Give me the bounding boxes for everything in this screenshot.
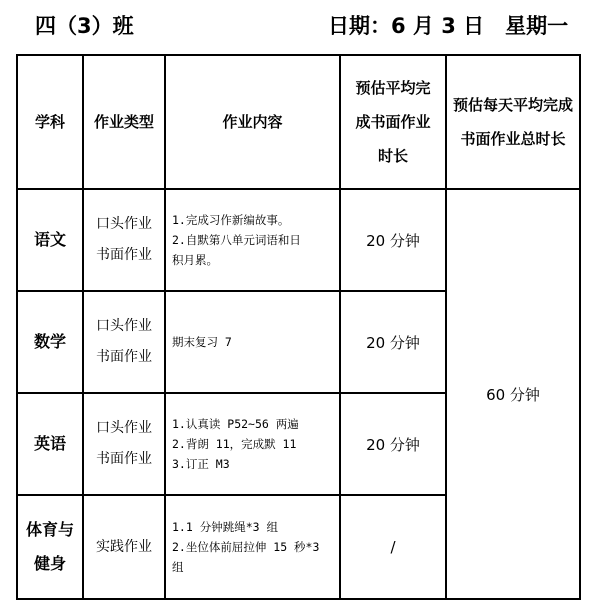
table-row — [17, 189, 580, 291]
type-cell: 口头作业 书面作业 — [83, 393, 165, 495]
daily-total-cell: 60 分钟 — [446, 189, 580, 599]
homework-table — [16, 54, 581, 600]
subject-cell: 数学 — [17, 291, 83, 393]
type-cell: 口头作业 书面作业 — [83, 189, 165, 291]
table-header-row — [17, 55, 580, 189]
content-cell: 1.1 分钟跳绳*3 组 2.坐位体前屈拉伸 15 秒*3 组 — [165, 495, 340, 599]
class-title: 四（3）班 — [35, 14, 134, 38]
time-cell: 20 分钟 — [340, 393, 446, 495]
col-header-est-time: 预估平均完 成书面作业 时长 — [340, 55, 446, 189]
subject-cell: 语文 — [17, 189, 83, 291]
col-header-subject: 学科 — [17, 55, 83, 189]
col-header-type: 作业类型 — [83, 55, 165, 189]
time-cell: / — [340, 495, 446, 599]
content-cell: 1.完成习作新编故事。 2.自默第八单元词语和日 积月累。 — [165, 189, 340, 291]
subject-cell: 英语 — [17, 393, 83, 495]
time-cell: 20 分钟 — [340, 291, 446, 393]
content-cell: 1.认真读 P52~56 两遍 2.背朗 11，完成默 11 3.订正 M3 — [165, 393, 340, 495]
col-header-daily-total: 预估每天平均完成 书面作业总时长 — [446, 55, 580, 189]
content-cell: 期末复习 7 — [165, 291, 340, 393]
col-header-content: 作业内容 — [165, 55, 340, 189]
time-cell: 20 分钟 — [340, 189, 446, 291]
subject-cell: 体育与 健身 — [17, 495, 83, 599]
date-label: 日期：6 月 3 日 星期一 — [328, 14, 569, 38]
type-cell: 口头作业 书面作业 — [83, 291, 165, 393]
type-cell: 实践作业 — [83, 495, 165, 599]
